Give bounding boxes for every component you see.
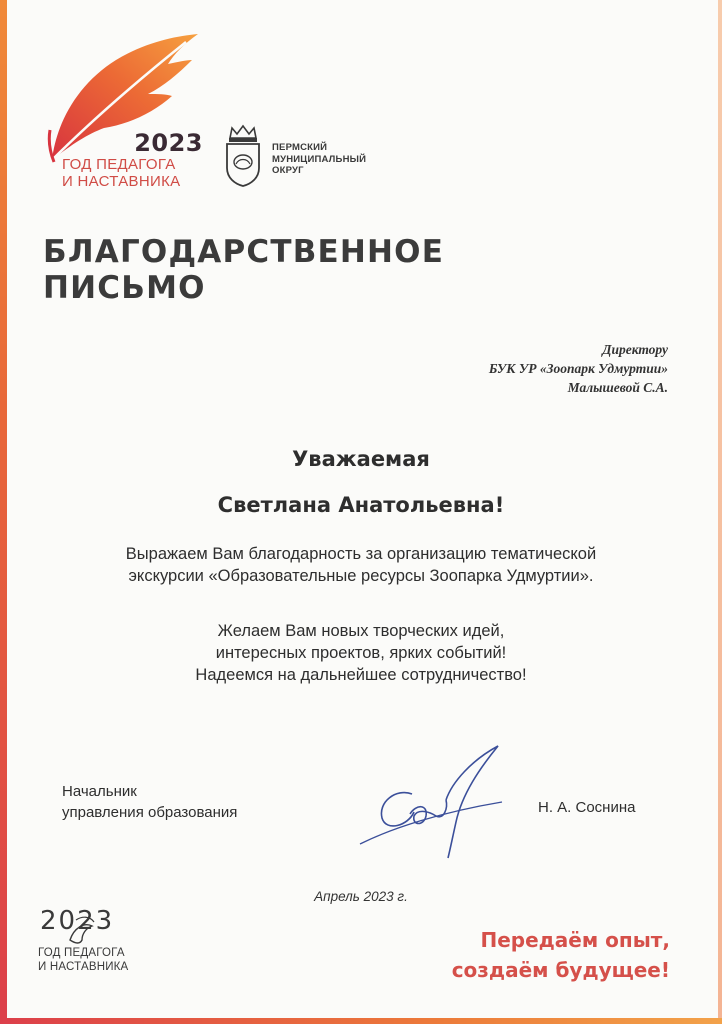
gratitude-paragraph <box>0 543 722 587</box>
year-of-teacher-logo <box>58 130 203 190</box>
paragraph2-line2: интересных проектов, ярких событий! <box>215 644 507 662</box>
recipient-block <box>489 340 668 397</box>
slogan-line2: создаём будущее! <box>451 958 670 982</box>
bottom-logo-year: 2023 <box>40 906 115 936</box>
signer-title-line1: Начальник <box>62 783 137 800</box>
slogan-line1: Передаём опыт, <box>480 928 670 952</box>
signer-position <box>62 781 237 823</box>
greeting-line2: Светлана Анатольевна! <box>217 493 505 517</box>
recipient-line2: БУК УР «Зоопарк Удмуртии» <box>488 361 668 376</box>
decorative-bottom-border <box>0 1018 722 1024</box>
district-name <box>272 142 366 177</box>
document-date: Апрель 2023 г. <box>314 889 408 904</box>
bottom-logo-line2: И НАСТАВНИКА <box>38 961 129 973</box>
district-line2: МУНИЦИПАЛЬНЫЙ <box>272 153 367 165</box>
bottom-logo-line1: ГОД ПЕДАГОГА <box>38 947 125 959</box>
title-line2: ПИСЬМО <box>43 270 206 306</box>
recipient-line3: Малышевой С.А. <box>567 380 668 395</box>
bottom-logo-text <box>38 946 128 974</box>
logo-line2: И НАСТАВНИКА <box>62 173 181 190</box>
logo-line1: ГОД ПЕДАГОГА <box>62 156 176 173</box>
district-line3: ОКРУГ <box>272 165 304 176</box>
handwritten-signature <box>352 742 512 860</box>
logo-year: 2023 <box>134 129 203 157</box>
paragraph2-line3: Надеемся на дальнейшее сотрудничество! <box>195 666 527 684</box>
signer-title-line2: управления образования <box>62 804 238 821</box>
greeting-line1: Уважаемая <box>292 447 430 471</box>
paragraph1-line1: Выражаем Вам благодарность за организацию тематической <box>125 545 597 563</box>
wishes-paragraph <box>0 620 722 686</box>
title-line1: БЛАГОДАРСТВЕННОЕ <box>43 234 445 270</box>
coat-of-arms-icon <box>222 124 264 188</box>
paragraph1-line2: экскурсии «Образовательные ресурсы Зоопарка Удмуртии». <box>128 567 594 585</box>
district-line1: ПЕРМСКИЙ <box>272 142 328 153</box>
slogan <box>452 925 670 985</box>
recipient-line1: Директору <box>602 342 668 357</box>
signer-name: Н. А. Соснина <box>538 799 636 816</box>
paragraph2-line1: Желаем Вам новых творческих идей, <box>217 622 505 640</box>
document-title <box>43 234 444 306</box>
